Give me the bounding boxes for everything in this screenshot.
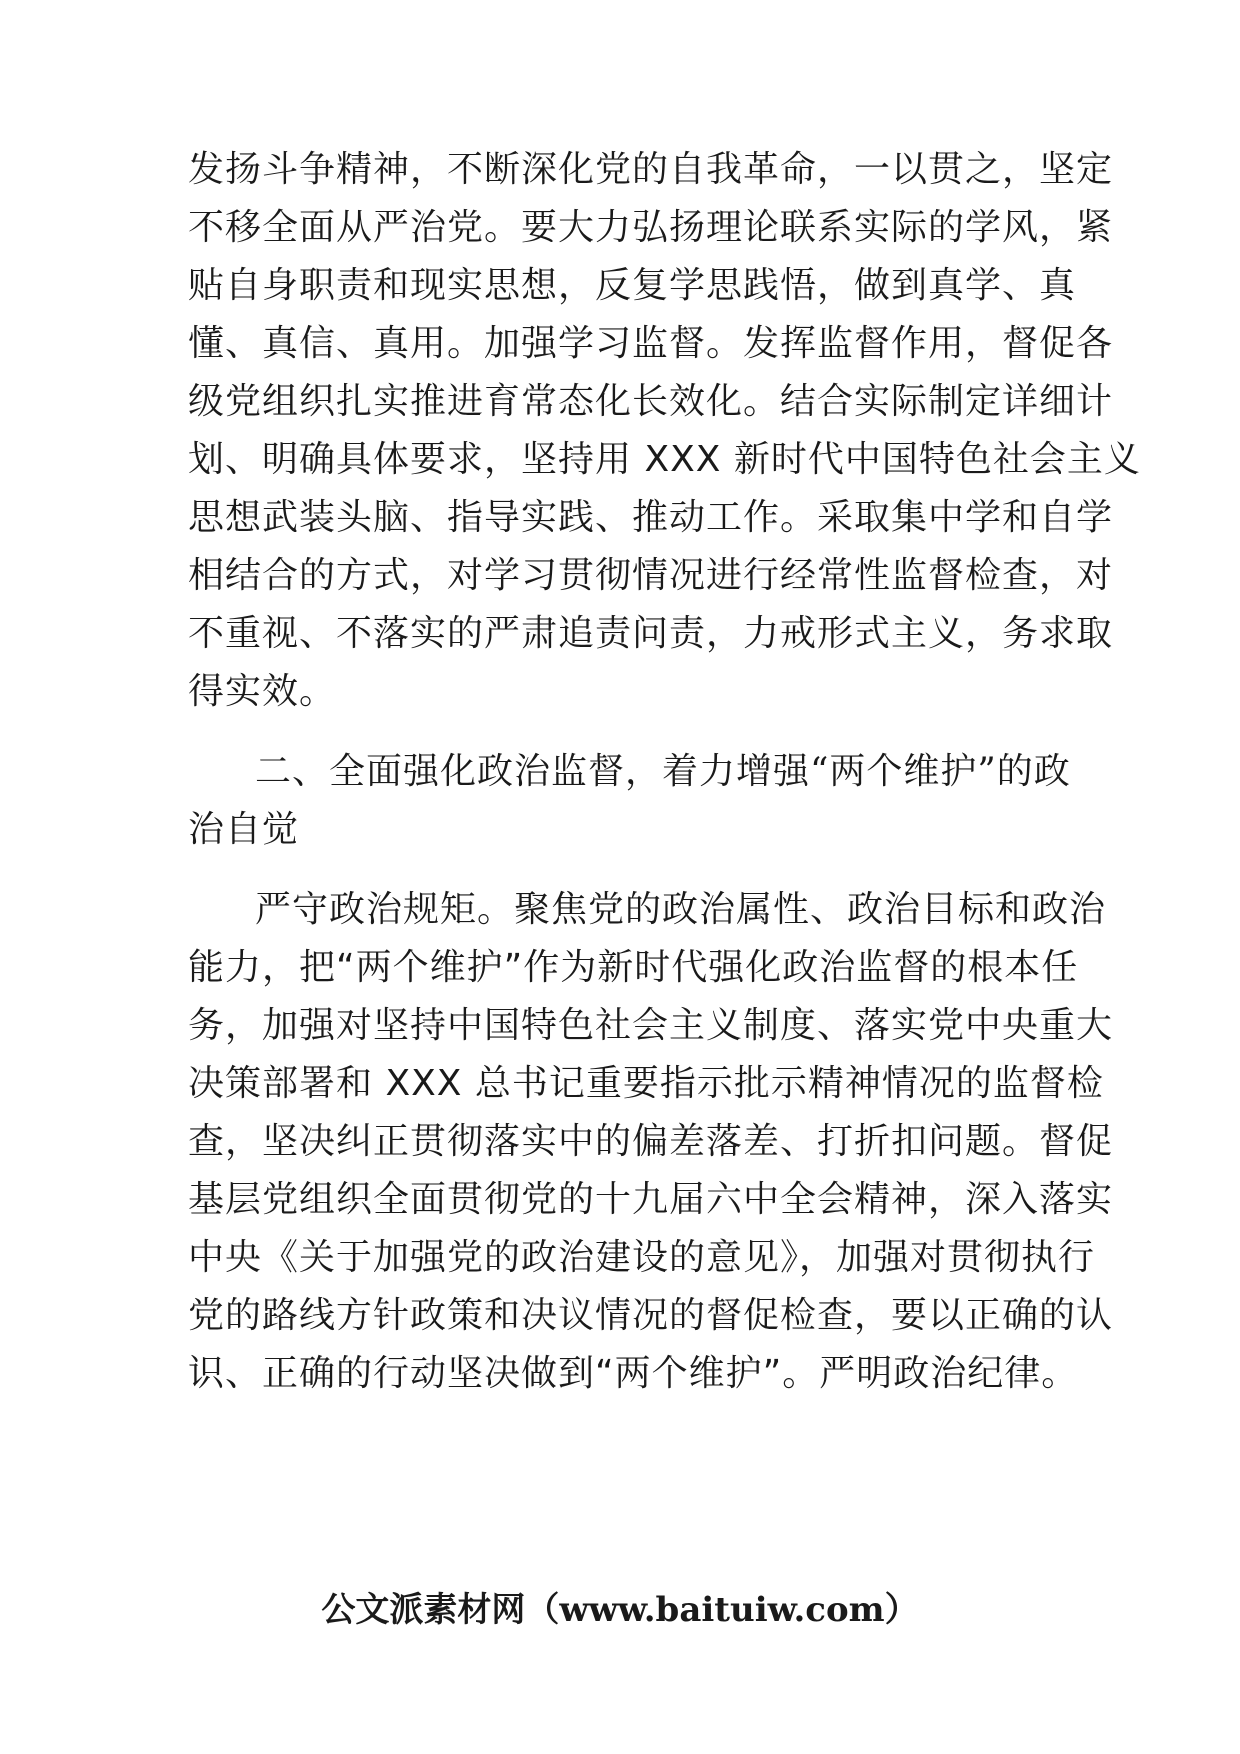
paragraph-1-line: 相结合的方式，对学习贯彻情况进行经常性监督检查，对 [188, 555, 1114, 596]
paragraph-2-line: 查，坚决纠正贯彻落实中的偏差落差、打折扣问题。督促 [188, 1121, 1114, 1162]
paragraph-1-line: 不移全面从严治党。要大力弘扬理论联系实际的学风，紧 [188, 207, 1114, 248]
section-heading: 二、全面强化政治监督，着力增强“两个维护”的政 [255, 751, 1071, 792]
paragraph-1-line: 贴自身职责和现实思想，反复学思践悟，做到真学、真 [188, 265, 1077, 306]
paragraph-1-line: 级党组织扎实推进育常态化长效化。结合实际制定详细计 [188, 381, 1114, 422]
paragraph-1-line: 思想武装头脑、指导实践、推动工作。采取集中学和自学 [188, 497, 1114, 538]
paragraph-1-line: 懂、真信、真用。加强学习监督。发挥监督作用，督促各 [188, 323, 1114, 364]
paragraph-2-line: 能力，把“两个维护”作为新时代强化政治监督的根本任 [188, 947, 1079, 988]
paragraph-1-line: 不重视、不落实的严肃追责问责，力戒形式主义，务求取 [188, 613, 1114, 654]
paragraph-2-line: 中央《关于加强党的政治建设的意见》，加强对贯彻执行 [188, 1237, 1096, 1278]
section-heading: 治自觉 [188, 809, 300, 850]
paragraph-2-line: 识、正确的行动坚决做到“两个维护”。严明政治纪律。 [188, 1353, 1079, 1394]
paragraph-2-line: 党的路线方针政策和决议情况的督促检查，要以正确的认 [188, 1295, 1114, 1336]
paragraph-1-line: 得实效。 [188, 671, 337, 712]
paragraph-2-line: 基层党组织全面贯彻党的十九届六中全会精神，深入落实 [188, 1179, 1114, 1220]
paragraph-2-line: 决策部署和 XXX 总书记重要指示批示精神情况的监督检 [188, 1063, 1104, 1104]
paragraph-1-line: 发扬斗争精神，不断深化党的自我革命，一以贯之，坚定 [188, 149, 1114, 190]
paragraph-2-line: 严守政治规矩。聚焦党的政治属性、政治目标和政治 [255, 889, 1107, 930]
paragraph-1-line: 划、明确具体要求，坚持用 XXX 新时代中国特色社会主义 [188, 439, 1141, 480]
paragraph-2-line: 务，加强对坚持中国特色社会主义制度、落实党中央重大 [188, 1005, 1114, 1046]
footer-source: 公文派素材网（www.baituiw.com） [321, 1590, 919, 1630]
